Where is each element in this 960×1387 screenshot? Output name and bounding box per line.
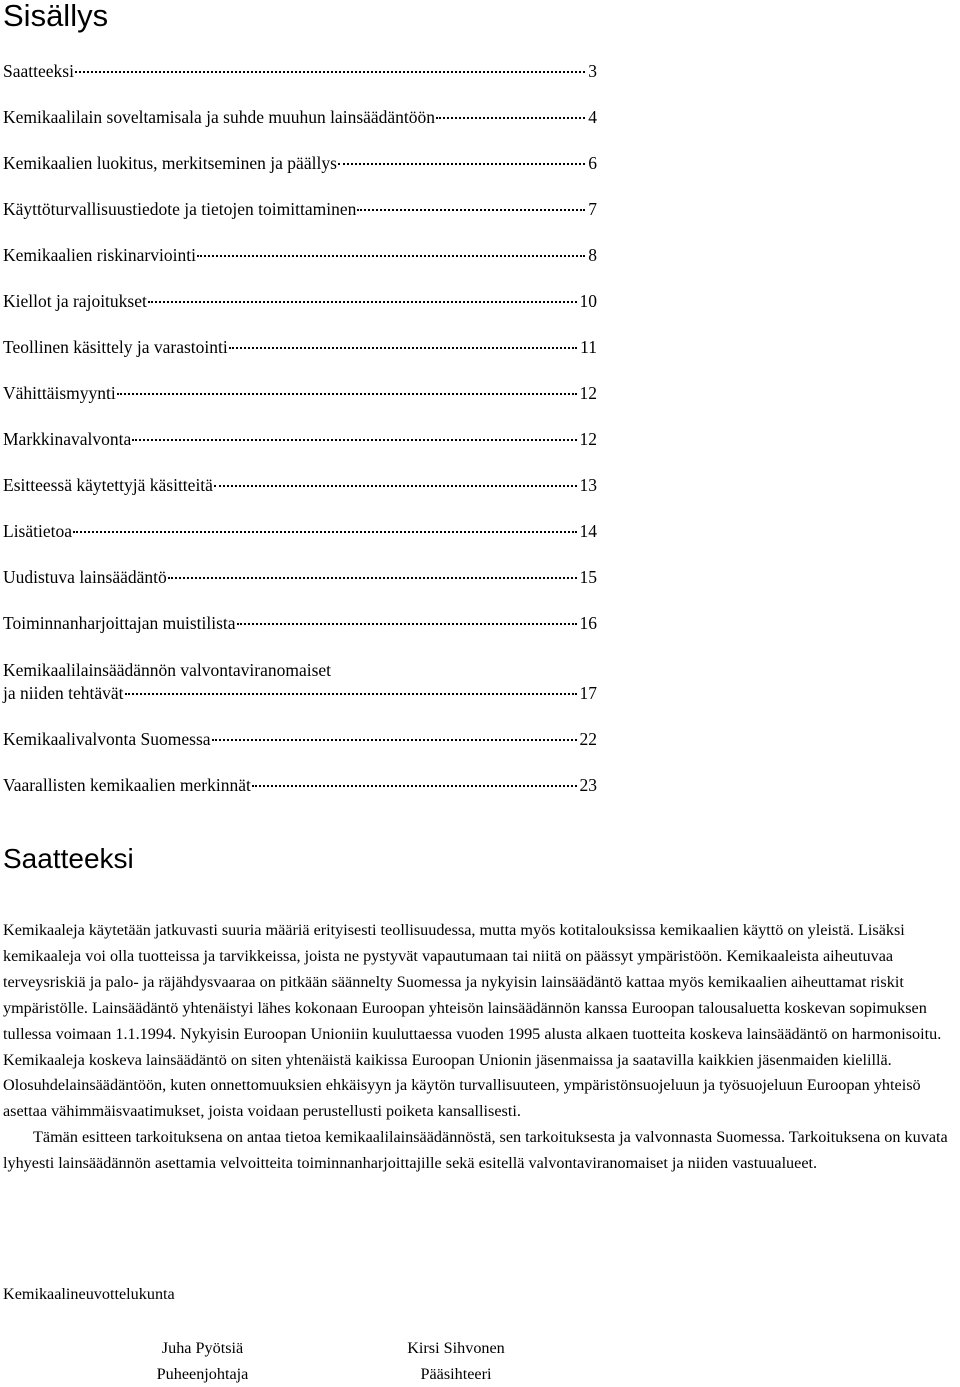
toc-leader (357, 209, 585, 211)
page-title: Sisällys (3, 0, 108, 34)
toc-title: Uudistuva lainsäädäntö (3, 567, 167, 588)
toc-title: Esitteessä käytettyjä käsitteitä (3, 475, 213, 496)
toc-page-number: 6 (588, 153, 597, 174)
toc-page-number: 7 (588, 199, 597, 220)
toc-leader (75, 71, 585, 73)
toc-title: Käyttöturvallisuustiedote ja tietojen toimittaminen (3, 199, 356, 220)
toc-leader (168, 577, 577, 579)
toc-leader (214, 485, 577, 487)
table-of-contents (3, 61, 597, 796)
toc-entry-kiellot[interactable] (3, 291, 597, 312)
toc-entry-teollinen-kasittely[interactable] (3, 337, 597, 358)
toc-page-number: 8 (588, 245, 597, 266)
toc-page-number: 12 (580, 383, 598, 404)
toc-entry-lisatietoa[interactable] (3, 521, 597, 542)
toc-title: Vähittäismyynti (3, 383, 116, 404)
toc-title: Kemikaalien luokitus, merkitseminen ja päällys (3, 153, 337, 174)
signature-chair (140, 1336, 265, 1387)
toc-title: Toiminnanharjoittajan muistilista (3, 613, 236, 634)
toc-entry-riskinarviointi[interactable] (3, 245, 597, 266)
paragraph: Tämän esitteen tarkoituksena on antaa tietoa kemikaalilainsäädännöstä, sen tarkoituksesta ja valvonnasta Suomessa. Tarkoituksena on kuvata lyhyesti lainsäädännön asettamia velvoitteita toiminnanharjoittajille sekä esitellä valvontaviranomaiset ja niiden vastuualueet. (3, 1125, 958, 1177)
toc-title: Kiellot ja rajoitukset (3, 291, 147, 312)
committee-name: Kemikaalineuvottelukunta (3, 1283, 175, 1305)
toc-entry-kemikaalivalvonta[interactable] (3, 729, 597, 750)
toc-leader (117, 393, 577, 395)
toc-page-number: 13 (580, 475, 598, 496)
toc-entry-saatteeksi[interactable] (3, 61, 597, 82)
toc-leader (252, 785, 577, 787)
toc-title: Kemikaalilain soveltamisala ja suhde muuhun lainsäädäntöön (3, 107, 435, 128)
toc-entry-vahittaismyynti[interactable] (3, 383, 597, 404)
toc-leader (148, 301, 577, 303)
toc-leader (73, 531, 576, 533)
toc-title: Saatteeksi (3, 61, 74, 82)
toc-entry-kayttoturvallisuustiedote[interactable] (3, 199, 597, 220)
toc-page-number: 22 (580, 729, 598, 750)
toc-leader (436, 117, 585, 119)
toc-page-number: 12 (580, 429, 598, 450)
signature-role: Pääsihteeri (390, 1362, 522, 1387)
signature-name: Kirsi Sihvonen (390, 1336, 522, 1362)
toc-entry-uudistuva-lainsaadanto[interactable] (3, 567, 597, 588)
signature-role: Puheenjohtaja (140, 1362, 265, 1387)
toc-page-number: 23 (580, 775, 598, 796)
toc-entry-soveltamisala[interactable] (3, 107, 597, 128)
signature-name: Juha Pyötsiä (140, 1336, 265, 1362)
toc-page-number: 3 (588, 61, 597, 82)
toc-title: Vaarallisten kemikaalien merkinnät (3, 775, 251, 796)
toc-title: Lisätietoa (3, 521, 72, 542)
toc-entry-valvontaviranomaiset[interactable] (3, 659, 597, 704)
body-text (3, 918, 958, 1177)
paragraph: Kemikaaleja käytetään jatkuvasti suuria määriä erityisesti teollisuudessa, mutta myös kotitalouksissa kemikaalien käyttö on yleistä. Lisäksi kemikaaleja voi olla tuotteissa ja tarvikkeissa, joista ne pystyvät vapautumaan tai niitä on päässyt ympäristöön. Kemikaaleista aiheutuvaa terveysriskiä ja palo- ja räjähdysvaaraa on pitkään säännelty Suomessa ja nykyisin lainsäädäntö kattaa myös kemikaalien aiheuttamat riskit ympäristölle. Lainsäädäntö yhtenäistyi lähes kokonaan Euroopan yhteisön lainsäädännön kanssa Euroopan talousaluetta koskevan sopimuksen tullessa voimaan 1.1.1994. Nykyisin Euroopan Unioniin kuuluttaessa vuoden 1995 alusta alkaen tuotteita koskeva lainsäädäntö on harmonisoitu. Kemikaaleja koskeva lainsäädäntö on siten yhtenäistä kaikissa Euroopan Unionin jäsenmaissa ja saatavilla kaikkien jäsenmaiden kielillä. Olosuhdelainsäädäntöön, kuten onnettomuuksien ehkäisyyn ja käytön turvallisuuteen, ympäristönsuojeluun ja työsuojeluun Euroopan yhteisö asettaa vähimmäisvaatimukset, joista voidaan perustellusti poiketa kansallisesti. (3, 918, 958, 1125)
toc-page-number: 10 (580, 291, 598, 312)
toc-page-number: 16 (580, 613, 598, 634)
section-title: Saatteeksi (3, 842, 134, 876)
toc-leader (237, 623, 577, 625)
toc-title: Kemikaalien riskinarviointi (3, 245, 196, 266)
toc-leader (132, 439, 576, 441)
toc-page-number: 11 (580, 337, 597, 358)
toc-leader (197, 255, 585, 257)
signature-secretary (390, 1336, 522, 1387)
toc-title: Markkinavalvonta (3, 429, 131, 450)
toc-entry-muistilista[interactable] (3, 613, 597, 634)
toc-page-number: 4 (588, 107, 597, 128)
toc-entry-luokitus[interactable] (3, 153, 597, 174)
toc-leader (212, 739, 577, 741)
toc-title-line1: Kemikaalilainsäädännön valvontaviranomaiset (3, 659, 597, 682)
toc-page-number: 15 (580, 567, 598, 588)
toc-title: ja niiden tehtävät (3, 682, 124, 705)
toc-title: Teollinen käsittely ja varastointi (3, 337, 228, 358)
toc-page-number: 17 (580, 682, 598, 705)
toc-leader (125, 693, 577, 695)
toc-leader (338, 163, 585, 165)
toc-title: Kemikaalivalvonta Suomessa (3, 729, 211, 750)
toc-entry-kasitteet[interactable] (3, 475, 597, 496)
toc-page-number: 14 (580, 521, 598, 542)
toc-entry-merkinnat[interactable] (3, 775, 597, 796)
toc-leader (229, 347, 577, 349)
toc-entry-markkinavalvonta[interactable] (3, 429, 597, 450)
